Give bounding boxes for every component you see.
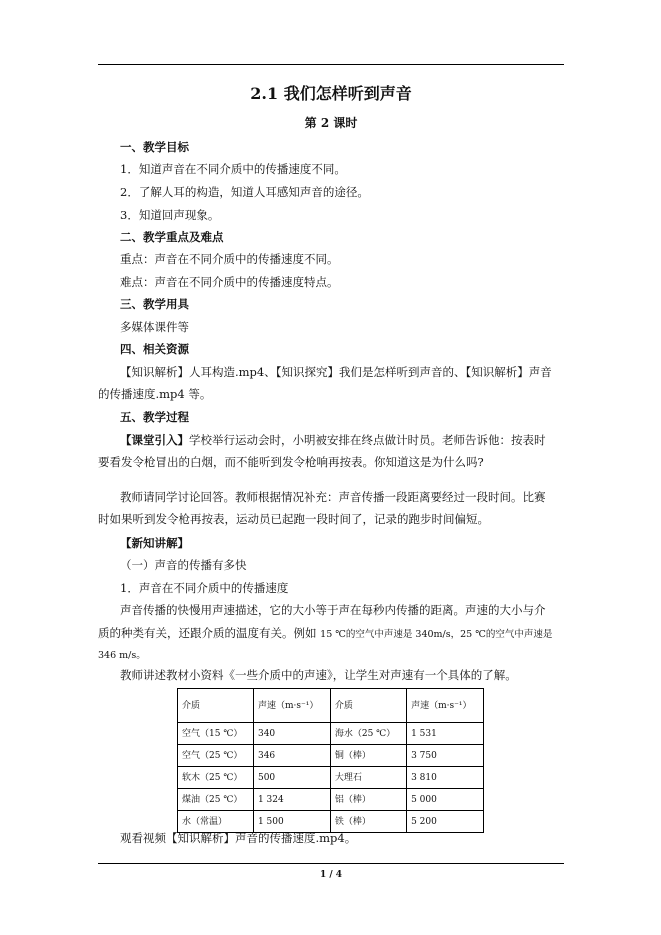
table-cell: 1 500 xyxy=(253,811,330,833)
speed-example-cont: 346 m/s。 xyxy=(98,650,146,661)
section-heading-resources: 四、相关资源 xyxy=(120,342,189,356)
table-cell: 铝（棒） xyxy=(330,789,406,811)
section-heading-process: 五、教学过程 xyxy=(120,410,189,424)
resources-line: 【知识解析】人耳构造.mp4、【知识探究】我们是怎样听到声音的、【知识解析】声音 xyxy=(120,365,552,379)
resources-line: 的传播速度.mp4 等。 xyxy=(98,387,212,401)
table-header-cell: 介质 xyxy=(178,689,254,723)
page-number: 1 / 4 xyxy=(319,870,343,880)
section-heading-objectives: 一、教学目标 xyxy=(120,140,189,154)
table-row xyxy=(178,767,484,789)
table-row xyxy=(178,723,484,745)
section-heading-key-points: 二、教学重点及难点 xyxy=(120,230,224,244)
table-cell: 3 810 xyxy=(407,767,484,789)
table-row xyxy=(178,745,484,767)
speed-example: 15 ℃的空气中声速是 340m/s，25 ℃的空气中声速是 xyxy=(320,629,553,640)
table-cell: 5 200 xyxy=(407,811,484,833)
table-cell: 5 000 xyxy=(407,789,484,811)
table-row xyxy=(178,789,484,811)
intro-tag: 【课堂引入】 xyxy=(120,433,189,447)
teacher-paragraph-cont: 时如果听到发令枪再按表，运动员已起跑一段时间了，记录的跑步时间偏短。 xyxy=(98,512,489,526)
table-cell: 空气（15 ℃） xyxy=(178,723,254,745)
header-rule xyxy=(98,64,564,65)
table-cell: 空气（25 ℃） xyxy=(178,745,254,767)
table-cell: 软木（25 ℃） xyxy=(178,767,254,789)
table-cell: 海水（25 ℃） xyxy=(330,723,406,745)
intro-paragraph-cont: 要看发令枪冒出的白烟，而不能听到发令枪响再按表。你知道这是为什么吗? xyxy=(98,455,484,469)
teacher-paragraph: 教师请同学讨论回答。教师根据情况补充：声音传播一段距离要经过一段时间。比赛 xyxy=(120,490,546,504)
table-header-row xyxy=(178,689,484,723)
section-heading-materials: 三、教学用具 xyxy=(120,297,189,311)
table-cell: 500 xyxy=(253,767,330,789)
materials-text: 多媒体课件等 xyxy=(120,320,189,334)
table-header-cell: 声速（m·s⁻¹） xyxy=(253,689,330,723)
table-cell: 煤油（25 ℃） xyxy=(178,789,254,811)
table-header-cell: 声速（m·s⁻¹） xyxy=(407,689,484,723)
document-title: 2.1 我们怎样听到声音 xyxy=(250,84,412,103)
table-cell: 铜（棒） xyxy=(330,745,406,767)
speed-paragraph: 声音传播的快慢用声速描述，它的大小等于声在每秒内传播的距离。声速的大小与介 xyxy=(120,603,546,617)
intro-paragraph xyxy=(120,432,586,448)
intro-text: 学校举行运动会时，小明被安排在终点做计时员。老师告诉他：按表时 xyxy=(189,433,546,447)
table-cell: 水（常温） xyxy=(178,811,254,833)
objective-item: 3．知道回声现象。 xyxy=(120,208,220,222)
table-cell: 340 xyxy=(253,723,330,745)
key-point-text: 重点：声音在不同介质中的传播速度不同。 xyxy=(120,252,339,266)
new-knowledge-tag: 【新知讲解】 xyxy=(120,536,189,550)
point-heading: 1．声音在不同介质中的传播速度 xyxy=(120,581,289,595)
table-cell: 1 531 xyxy=(407,723,484,745)
table-header-cell: 介质 xyxy=(330,689,406,723)
footer-rule xyxy=(98,863,564,864)
table-cell: 1 324 xyxy=(253,789,330,811)
lesson-subtitle: 第 2 课时 xyxy=(304,116,358,130)
table-cell: 3 750 xyxy=(407,745,484,767)
table-cell: 346 xyxy=(253,745,330,767)
table-cell: 大理石 xyxy=(330,767,406,789)
subsection-heading: （一）声音的传播有多快 xyxy=(120,558,247,572)
sound-speed-table xyxy=(177,688,484,833)
speed-text: 质的种类有关，还跟介质的温度有关。例如 xyxy=(98,626,321,640)
difficult-point-text: 难点：声音在不同介质中的传播速度特点。 xyxy=(120,275,339,289)
table-intro: 教师讲述教材小资料《一些介质中的声速》，让学生对声速有一个具体的了解。 xyxy=(120,668,517,682)
objective-item: 1．知道声音在不同介质中的传播速度不同。 xyxy=(120,162,346,176)
watch-video-text: 观看视频【知识解析】声音的传播速度.mp4。 xyxy=(120,831,357,845)
table-cell: 铁（棒） xyxy=(330,811,406,833)
speed-paragraph-cont xyxy=(98,625,564,643)
objective-item: 2．了解人耳的构造，知道人耳感知声音的途径。 xyxy=(120,185,369,199)
